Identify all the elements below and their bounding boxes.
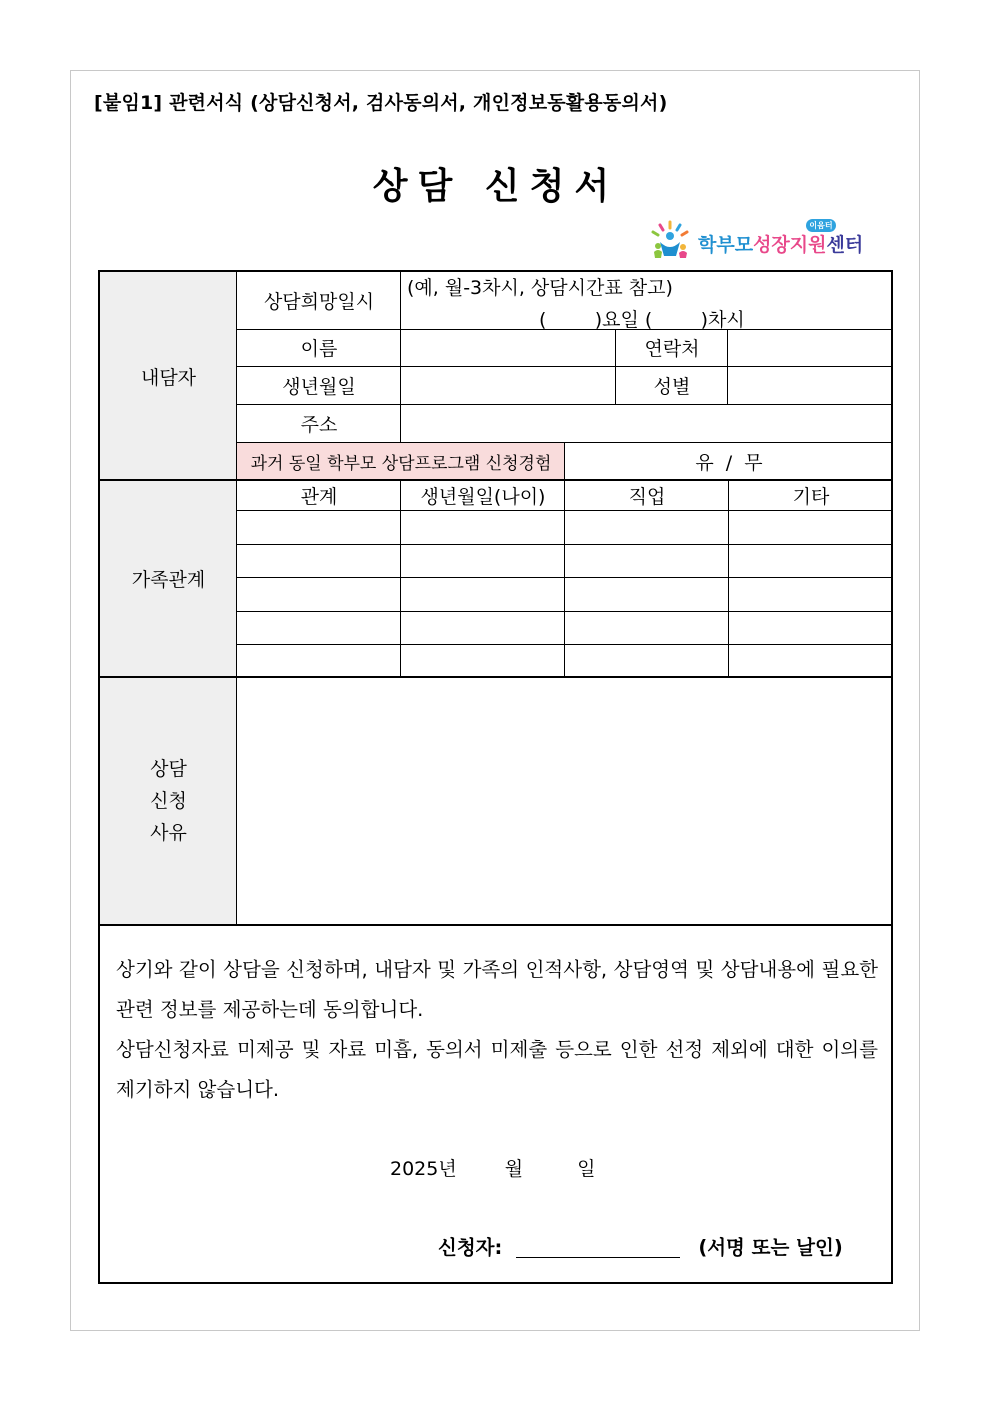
client-section-label: 내담자 — [100, 272, 237, 480]
family-row[interactable] — [237, 644, 893, 677]
table-divider — [237, 611, 893, 612]
past-experience-options[interactable]: 유 / 무 — [695, 451, 763, 474]
date-day: 일 — [577, 1158, 596, 1180]
desired-datetime-note: (예, 월-3차시, 상담시간표 참고) — [407, 277, 673, 299]
address-field[interactable] — [401, 404, 893, 442]
attachment-title: [붙임1] 관련서식 (상담신청서, 검사동의서, 개인정보동활용동의서) — [94, 92, 668, 114]
gender-label: 성별 — [653, 375, 691, 398]
address-label: 주소 — [300, 413, 338, 436]
signature-suffix: (서명 또는 날인) — [698, 1236, 843, 1259]
family-row[interactable] — [237, 577, 893, 611]
desired-datetime-field[interactable] — [401, 272, 893, 329]
logo-badge: 이음터 — [806, 219, 836, 232]
family-logo-icon — [646, 218, 694, 260]
contact-label: 연락처 — [644, 338, 700, 360]
table-divider — [237, 442, 893, 443]
form-title: 상담 신청서 — [372, 166, 620, 207]
reason-field[interactable] — [237, 677, 893, 925]
section-divider — [100, 924, 893, 926]
table-divider — [564, 442, 565, 480]
date-month: 월 — [504, 1158, 524, 1180]
date-line — [390, 1154, 595, 1181]
family-row[interactable] — [237, 611, 893, 644]
date-year: 2025년 — [390, 1158, 457, 1180]
name-field[interactable] — [401, 329, 616, 366]
desired-datetime-label: 상담희망일시 — [263, 291, 375, 313]
table-divider — [237, 644, 893, 645]
family-section-label: 가족관계 — [100, 480, 237, 677]
contact-field[interactable] — [728, 329, 893, 366]
family-header-etc: 기타 — [792, 485, 830, 508]
signature-line — [438, 1232, 843, 1260]
family-row[interactable] — [237, 510, 893, 544]
desired-datetime-blank: ( )요일 ( )차시 — [539, 309, 745, 331]
gender-field[interactable] — [728, 366, 893, 404]
reason-section-label: 상담 신청 사유 — [100, 677, 237, 925]
past-experience-label: 과거 동일 학부모 상담프로그램 신청경험 — [237, 442, 565, 480]
table-divider — [237, 510, 893, 511]
family-header-relation: 관계 — [300, 485, 338, 508]
birth-label: 생년월일 — [282, 375, 356, 398]
family-header-birth: 생년월일(나이) — [420, 485, 546, 508]
table-divider — [237, 544, 893, 545]
table-divider — [237, 404, 893, 405]
family-row[interactable] — [237, 544, 893, 577]
table-divider — [236, 272, 237, 925]
table-divider — [237, 366, 893, 367]
agreement-paragraph-2: 상담신청자료 미제공 및 자료 미흡, 동의서 미제출 등으로 인한 선정 제외에 대한 이의를 제기하지 않습니다. — [116, 1038, 878, 1101]
agreement-text — [116, 950, 878, 1110]
section-divider — [100, 479, 893, 481]
section-divider — [100, 676, 893, 678]
signature-label: 신청자: — [438, 1236, 503, 1259]
family-header-job: 직업 — [628, 485, 666, 508]
birth-field[interactable] — [401, 366, 616, 404]
signature-field[interactable] — [516, 1237, 680, 1258]
name-label: 이름 — [300, 338, 338, 360]
table-divider — [237, 577, 893, 578]
logo-text: 학부모성장지원센터 — [698, 234, 864, 256]
table-divider — [237, 329, 893, 330]
application-form-table — [98, 270, 893, 1284]
agreement-paragraph-1: 상기와 같이 상담을 신청하며, 내담자 및 가족의 인적사항, 상담영역 및 상담내용에 필요한 관련 정보를 제공하는데 동의합니다. — [116, 958, 878, 1021]
center-logo — [646, 218, 866, 260]
table-divider — [400, 272, 401, 442]
